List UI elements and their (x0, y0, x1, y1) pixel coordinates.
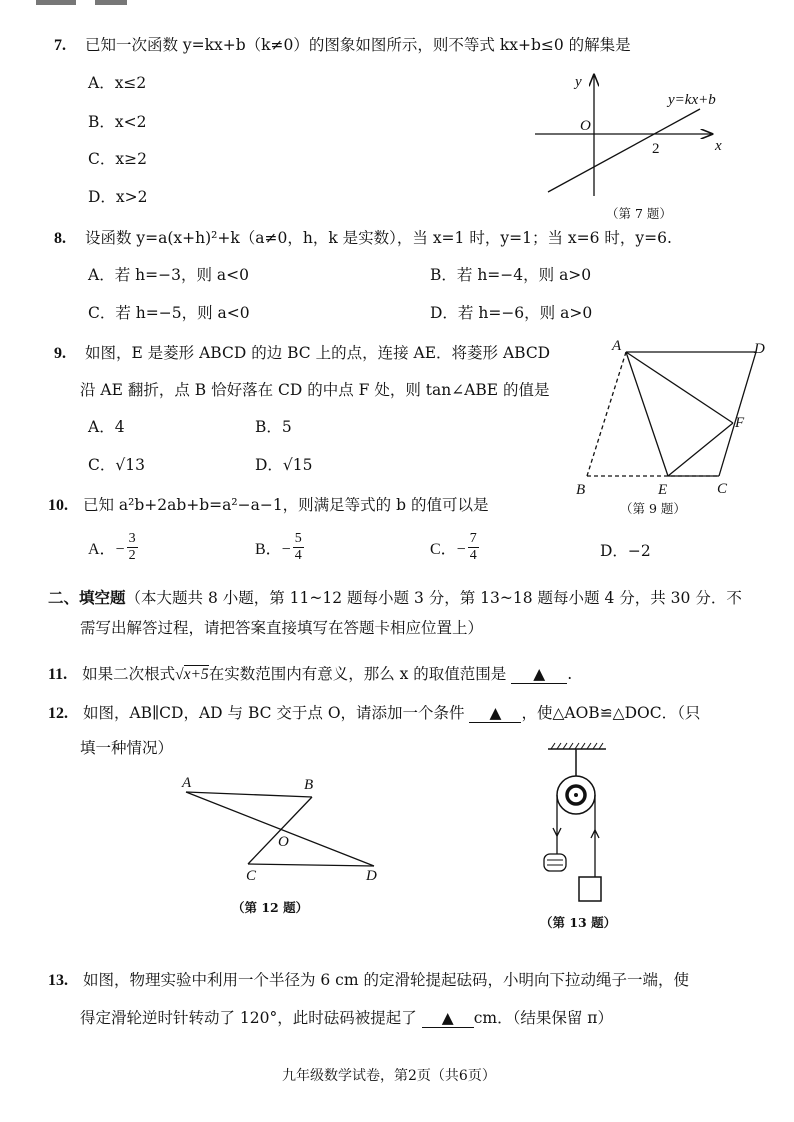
option-d: D．−2 (600, 542, 651, 560)
question-13 (48, 973, 689, 989)
option-a: A．若 h=−3，则 a<0 (88, 266, 249, 284)
answer-blank: ▲ (469, 706, 521, 723)
question-stem: 已知 a²b+2ab+b=a²−a−1，则满足等式的 b 的值可以是 (82, 496, 489, 514)
question-stem-pre: 得定滑轮逆时针转动了 120°，此时砝码被提起了 (80, 1009, 417, 1027)
option-c: C．若 h=−5，则 a<0 (88, 304, 250, 322)
origin-label: O (580, 118, 591, 134)
question-stem-post: cm．（结果保留 π） (473, 1009, 613, 1027)
pulley-axle (574, 793, 578, 797)
hand-icon (544, 854, 566, 871)
question-stem: 设函数 y=a(x+h)²+k（a≠0，h，k 是实数），当 x=1 时，y=1；当 x=6 时，y=6. (84, 229, 672, 247)
section-title: 二、填空题 (48, 588, 126, 607)
question-stem-post: 在实数范围内有意义，那么 x 的取值范围是 (208, 665, 507, 683)
figure-caption: （第 13 题） (540, 915, 617, 930)
answer-blank: ▲ (422, 1011, 474, 1028)
option-d: D．x>2 (88, 188, 148, 206)
option-b: B．若 h=−4，则 a>0 (430, 266, 592, 284)
figure-caption: （第 7 题） (606, 206, 672, 221)
option-d: D．√15 (255, 456, 313, 474)
option-c: C．x≥2 (88, 150, 147, 168)
point-d: D (366, 868, 377, 884)
denominator: 2 (128, 548, 136, 563)
y-axis-label: y (575, 74, 582, 90)
point-b: B (304, 777, 314, 793)
question-number: 9. (54, 345, 66, 362)
numerator: 5 (294, 531, 302, 546)
question-stem-line2 (80, 1011, 613, 1028)
point-a: A (182, 775, 192, 791)
radicand: x+5 (183, 666, 209, 683)
point-f: F (735, 415, 745, 431)
question-stem-line2: 沿 AE 翻折，点 B 恰好落在 CD 的中点 F 处，则 tan∠ABE 的值是 (80, 381, 550, 399)
intercept-label: 2 (652, 141, 660, 157)
question-stem-post: ，使△AOB≌△DOC．（只 (521, 704, 701, 722)
question-number: 13. (48, 972, 68, 989)
option-d: D．若 h=−6，则 a>0 (430, 304, 593, 322)
question-stem-pre: 如图，AB∥CD，AD 与 BC 交于点 O，请添加一个条件 (82, 704, 465, 722)
question-number: 8. (54, 230, 66, 247)
option-c: C．√13 (88, 456, 145, 474)
ceiling-hatch (551, 743, 603, 749)
denominator: 4 (294, 548, 302, 563)
option-a: A．x≤2 (88, 74, 147, 92)
numerator: 7 (469, 531, 477, 546)
point-a: A (612, 338, 622, 354)
option-b: B．x<2 (88, 113, 147, 131)
point-c: C (246, 868, 257, 884)
page-footer: 九年级数学试卷，第2页（共6页） (282, 1068, 496, 1084)
question-stem-line1: 如图，E 是菱形 ABCD 的边 BC 上的点，连接 AE．将菱形 ABCD (84, 344, 551, 362)
question-number: 11. (48, 666, 68, 683)
line-label: y=kx+b (668, 92, 716, 108)
x-axis-label: x (715, 138, 722, 154)
weight-block (579, 877, 601, 901)
section-desc-line1: （本大题共 8 小题，第 11~12 题每小题 3 分，第 13~18 题每小题 4 分，共 30 分．不 (125, 589, 742, 607)
option-prefix: C．− (430, 541, 466, 558)
denominator: 4 (469, 548, 477, 563)
point-o: O (278, 834, 289, 850)
option-a: A．4 (88, 418, 125, 436)
question-number: 7. (54, 37, 66, 54)
question-stem-line1: 如图，物理实验中利用一个半径为 6 cm 的定滑轮提起砝码，小明向下拉动绳子一端，使 (82, 971, 689, 989)
radical-sign: √ (175, 666, 184, 683)
section-desc-line2: 需写出解答过程，请把答案直接填写在答题卡相应位置上） (80, 619, 484, 637)
point-d: D (754, 341, 765, 357)
point-e: E (658, 482, 668, 498)
point-b: B (576, 482, 586, 498)
answer-blank: ▲ (511, 667, 567, 684)
question-number: 12. (48, 705, 68, 722)
figure-caption: （第 9 题） (620, 501, 686, 516)
figure-caption: （第 12 题） (232, 900, 309, 915)
option-b: B．5 (255, 418, 292, 436)
end-mark: . (567, 665, 573, 683)
point-c: C (717, 481, 728, 497)
option-prefix: B．− (255, 541, 291, 558)
question-number: 10. (48, 497, 68, 514)
question-stem-pre: 如果二次根式 (82, 665, 176, 683)
option-prefix: A．− (88, 541, 125, 558)
question-stem: 已知一次函数 y=kx+b（k≠0）的图象如图所示，则不等式 kx+b≤0 的解集是 (84, 36, 631, 54)
question-stem-line2: 填一种情况） (80, 739, 174, 757)
numerator: 3 (128, 531, 136, 546)
